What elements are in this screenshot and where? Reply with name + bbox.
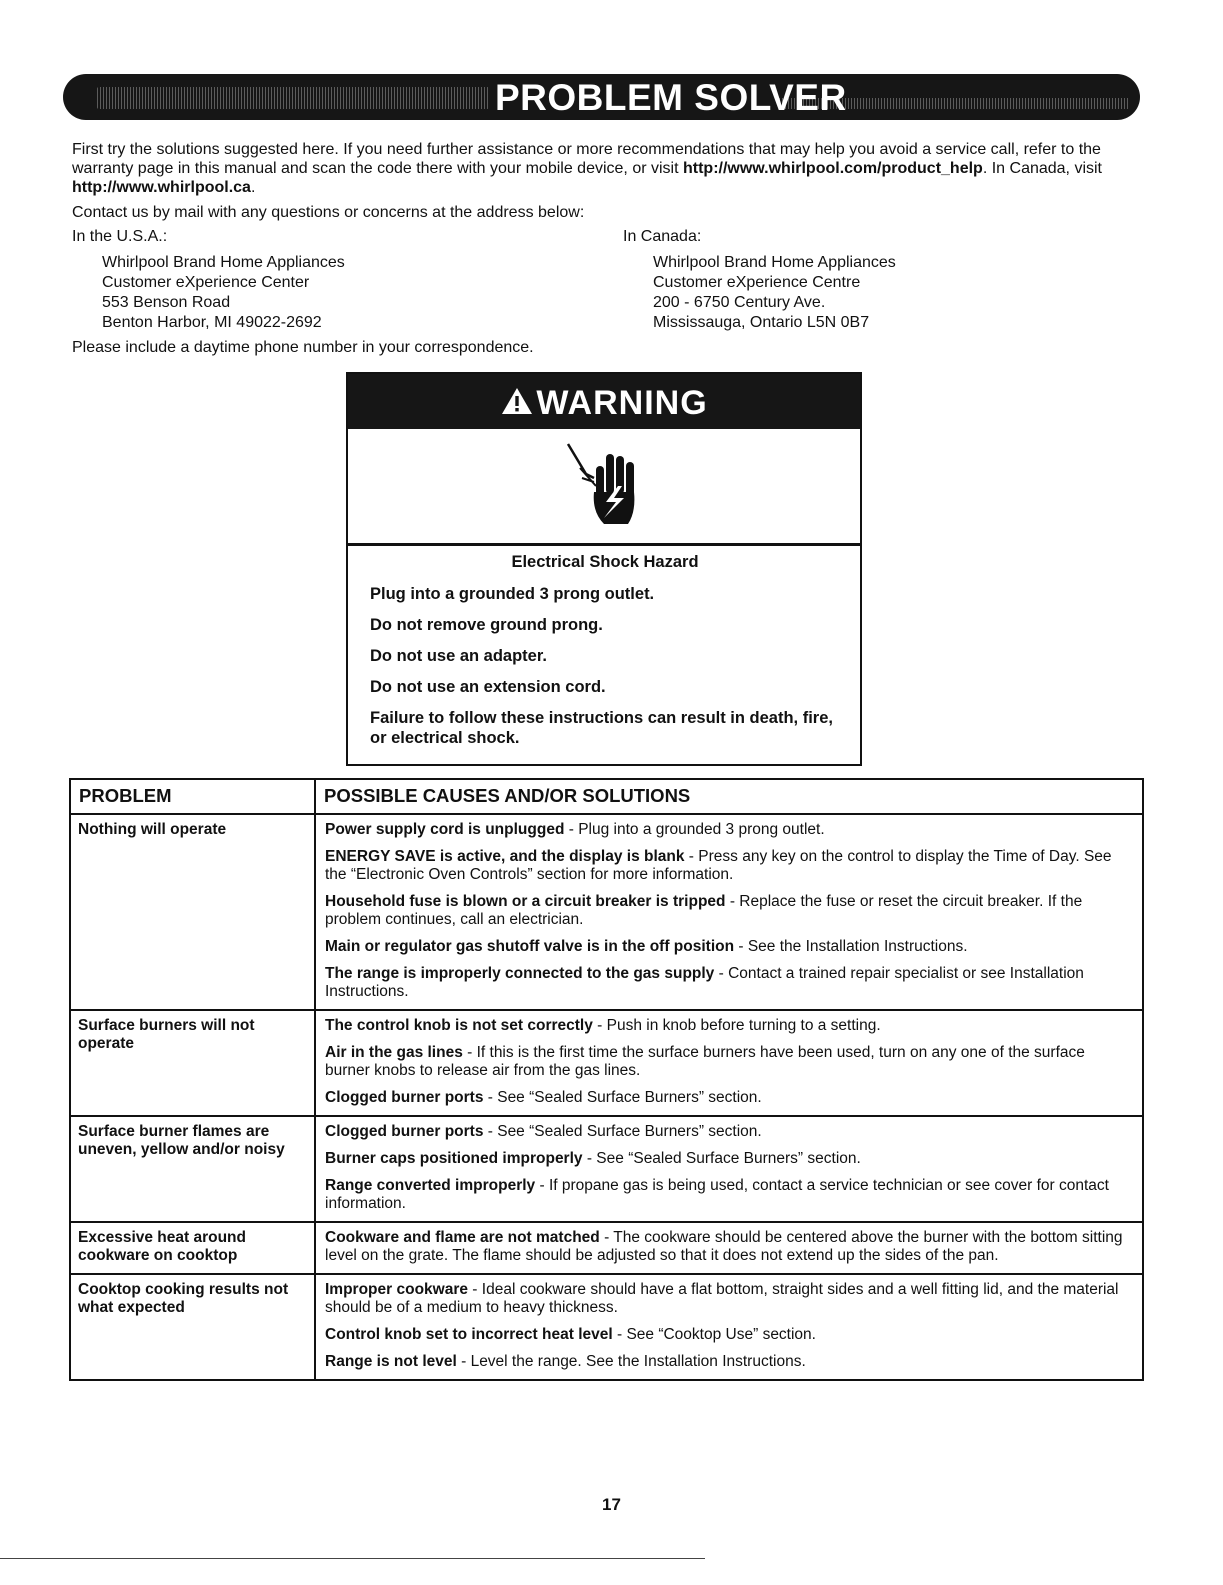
warning-title: WARNING <box>536 384 708 422</box>
warning-item: Do not use an adapter. <box>370 647 547 665</box>
solution-text: - The cookware should be centered above the burner with the bottom sitting level on the grate. The flame should be adjusted so that it does not extend up the sides of the pan. <box>325 1229 1123 1264</box>
warning-header <box>348 374 860 429</box>
cause-label: Range is not level <box>325 1353 457 1370</box>
intro-text-a: First try the solutions suggested here. If you need further assistance or more recommendations that may help you avoid a service call, refer to the warranty page in this manual and scan the code there with your mobile device, or visit <box>72 141 1101 177</box>
solution-text: - See “Sealed Surface Burners” section. <box>483 1089 762 1106</box>
address-line: 553 Benson Road <box>102 294 231 311</box>
cause-label: Clogged burner ports <box>325 1089 484 1106</box>
cause-label: Main or regulator gas shutoff valve is in the off position <box>325 938 735 955</box>
solution-text: - Contact a trained repair specialist or see Installation Instructions. <box>325 965 1084 1000</box>
cause-label: Household fuse is blown or a circuit breaker is tripped <box>325 893 726 910</box>
problem-cell: Surface burner flames are uneven, yellow and/or noisy <box>70 1116 315 1222</box>
solution-text: - Push in knob before turning to a setting. <box>592 1017 881 1034</box>
solution-item <box>325 1089 1132 1107</box>
address-line: Whirlpool Brand Home Appliances <box>653 254 896 271</box>
solution-item <box>325 893 1132 929</box>
address-line: Benton Harbor, MI 49022-2692 <box>102 314 322 331</box>
solution-text: - See “Sealed Surface Burners” section. <box>582 1150 861 1167</box>
solution-text: - Replace the fuse or reset the circuit breaker. If the problem continues, call an electrician. <box>325 893 1083 928</box>
solution-text: - See “Sealed Surface Burners” section. <box>483 1123 762 1140</box>
contact-line: Contact us by mail with any questions or concerns at the address below: <box>72 204 585 221</box>
solution-item <box>325 1281 1132 1317</box>
banner-hatch-left <box>97 87 489 109</box>
bottom-rule <box>0 1558 705 1559</box>
solution-item <box>325 965 1132 1001</box>
whirlpool-ca-link[interactable]: http://www.whirlpool.ca <box>72 179 251 196</box>
address-canada <box>623 227 896 333</box>
address-usa <box>72 227 345 333</box>
cause-label: The control knob is not set correctly <box>325 1017 593 1034</box>
cause-label: Control knob set to incorrect heat level <box>325 1326 613 1343</box>
warning-item: Plug into a grounded 3 prong outlet. <box>370 585 655 603</box>
solution-item <box>325 1353 1132 1371</box>
daytime-note: Please include a daytime phone number in your correspondence. <box>72 339 534 356</box>
cause-label: Improper cookware <box>325 1281 468 1298</box>
warning-body <box>348 546 860 748</box>
cause-label: The range is improperly connected to the gas supply <box>325 965 715 982</box>
table-row <box>70 1010 1143 1116</box>
warning-triangle-icon <box>500 376 534 434</box>
solution-item <box>325 938 1132 956</box>
warning-box <box>346 372 862 766</box>
page-title: PROBLEM SOLVER <box>495 77 847 118</box>
table-header-row <box>70 779 1143 814</box>
solution-item <box>325 1326 1132 1344</box>
solutions-cell <box>315 1222 1143 1274</box>
cause-label: Burner caps positioned improperly <box>325 1150 583 1167</box>
address-line: Customer eXperience Center <box>102 274 310 291</box>
solution-item <box>325 821 1132 839</box>
cause-label: ENERGY SAVE is active, and the display is blank <box>325 848 685 865</box>
problem-cell: Cooktop cooking results not what expected <box>70 1274 315 1380</box>
electrical-shock-hand-icon <box>566 442 642 533</box>
cause-label: Cookware and flame are not matched <box>325 1229 600 1246</box>
address-line: Customer eXperience Centre <box>653 274 861 291</box>
problem-cell: Surface burners will not operate <box>70 1010 315 1116</box>
solution-text: - If this is the first time the surface burners have been used, turn on any one of the surface burner knobs to release air from the gas lines. <box>325 1044 1085 1079</box>
address-line: Whirlpool Brand Home Appliances <box>102 254 345 271</box>
address-line: 200 - 6750 Century Ave. <box>653 294 826 311</box>
address-canada-region: In Canada: <box>623 228 702 245</box>
cause-label: Clogged burner ports <box>325 1123 484 1140</box>
solution-text: - See “Cooktop Use” section. <box>612 1326 816 1343</box>
table-row <box>70 1274 1143 1380</box>
solution-item <box>325 1017 1132 1035</box>
problem-cell: Nothing will operate <box>70 814 315 1010</box>
address-line: Mississauga, Ontario L5N 0B7 <box>653 314 870 331</box>
solution-item <box>325 1177 1132 1213</box>
address-usa-region: In the U.S.A.: <box>72 228 168 245</box>
table-body <box>70 814 1143 1380</box>
solutions-cell <box>315 814 1143 1010</box>
problem-cell: Excessive heat around cookware on cooktop <box>70 1222 315 1274</box>
section-banner <box>63 74 1140 120</box>
solution-item <box>325 1044 1132 1080</box>
warning-item: Do not remove ground prong. <box>370 616 603 634</box>
solution-item <box>325 1229 1132 1265</box>
cause-label: Air in the gas lines <box>325 1044 463 1061</box>
solutions-cell <box>315 1116 1143 1222</box>
whirlpool-us-link[interactable]: http://www.whirlpool.com/product_help <box>682 160 983 177</box>
page-number: 17 <box>602 1495 621 1514</box>
solution-text: - Level the range. See the Installation Instructions. <box>456 1353 806 1370</box>
solution-text: - See the Installation Instructions. <box>734 938 968 955</box>
table-row <box>70 1116 1143 1222</box>
solution-text: - If propane gas is being used, contact a service technician or see cover for contact information. <box>325 1177 1109 1212</box>
warning-item: Do not use an extension cord. <box>370 678 606 696</box>
header-solutions: POSSIBLE CAUSES AND/OR SOLUTIONS <box>315 779 1143 814</box>
cause-label: Range converted improperly <box>325 1177 536 1194</box>
intro-text-c: . <box>250 179 256 196</box>
solution-text: - Ideal cookware should have a flat bottom, straight sides and a well fitting lid, and the material should be of a medium to heavy thickness. <box>325 1281 1119 1316</box>
solution-item <box>325 1150 1132 1168</box>
solution-item <box>325 1123 1132 1141</box>
cause-label: Power supply cord is unplugged <box>325 821 565 838</box>
solutions-cell <box>315 1274 1143 1380</box>
solution-text: - Press any key on the control to display the Time of Day. See the “Electronic Oven Controls” section for more information. <box>325 848 1112 883</box>
intro-text-b: . In Canada, visit <box>982 160 1102 177</box>
shock-hazard-icon-area <box>348 429 860 546</box>
solution-item <box>325 848 1132 884</box>
table-row <box>70 1222 1143 1274</box>
problem-solver-table <box>69 778 1144 1381</box>
hazard-title: Electrical Shock Hazard <box>511 553 699 571</box>
intro-paragraph <box>72 140 1152 197</box>
table-row <box>70 814 1143 1010</box>
solutions-cell <box>315 1010 1143 1116</box>
warning-item: Failure to follow these instructions can result in death, fire, or electrical shock. <box>370 709 833 747</box>
solution-text: - Plug into a grounded 3 prong outlet. <box>564 821 825 838</box>
header-problem: PROBLEM <box>70 779 315 814</box>
